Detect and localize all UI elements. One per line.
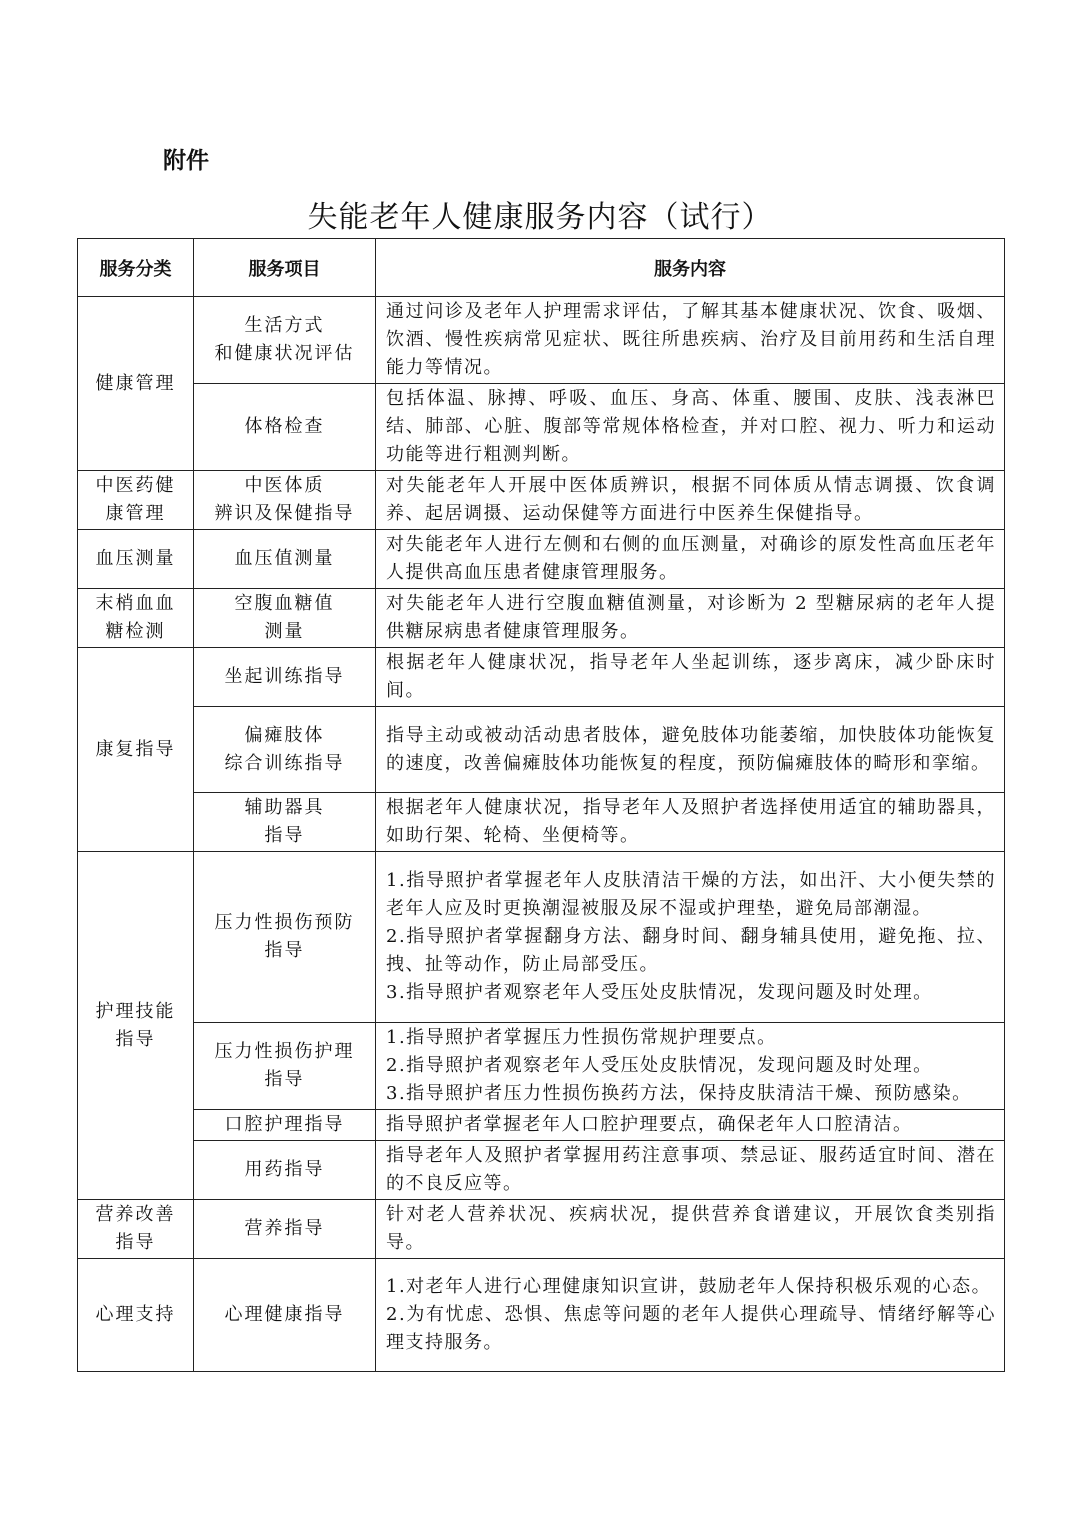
- item-label: 血压值测量: [234, 548, 335, 569]
- content-cell: [376, 793, 1005, 852]
- category-cell: [78, 1259, 194, 1372]
- table-row: [78, 530, 1005, 589]
- item-label: 辅助器具 指导: [244, 797, 325, 846]
- item-cell: [194, 530, 376, 589]
- table-header-row: [78, 239, 1005, 297]
- content-cell: [376, 1259, 1005, 1372]
- page-title: 失能老年人健康服务内容（试行）: [307, 200, 773, 235]
- content-text: 包括体温、脉搏、呼吸、血压、身高、体重、腰围、皮肤、浅表淋巴结、肺部、心脏、腹部等常规体格检查，并对口腔、视力、听力和运动功能等进行粗测判断。: [386, 388, 996, 465]
- content-text: 指导照护者掌握老年人口腔护理要点，确保老年人口腔清洁。: [386, 1114, 913, 1135]
- category-cell: [78, 297, 194, 471]
- item-cell: [194, 297, 376, 384]
- category-cell: [78, 1200, 194, 1259]
- item-label: 偏瘫肢体 综合训练指导: [224, 724, 345, 774]
- category-label: 护理技能 指导: [95, 1000, 176, 1050]
- content-text: 1.对老年人进行心理健康知识宣讲，鼓励老年人保持积极乐观的心态。 2.为有忧虑、恐惧、焦虑等问题的老年人提供心理疏导、情绪纾解等心理支持服务。: [386, 1276, 996, 1353]
- item-label: 心理健康指导: [224, 1304, 345, 1325]
- table-row: [78, 1110, 1005, 1141]
- table-row: [78, 1259, 1005, 1372]
- header-content: 服务内容: [376, 239, 1005, 297]
- item-cell: [194, 589, 376, 648]
- content-text: 对失能老年人进行空腹血糖值测量，对诊断为 2 型糖尿病的老年人提供糖尿病患者健康管理服务。: [386, 593, 996, 642]
- item-cell: [194, 1141, 376, 1200]
- table-row: [78, 297, 1005, 384]
- category-cell: [78, 648, 194, 852]
- content-cell: [376, 852, 1005, 1023]
- item-cell: [194, 1023, 376, 1110]
- category-cell: [78, 471, 194, 530]
- category-label: 血压测量: [95, 548, 176, 569]
- table-row: [78, 471, 1005, 530]
- content-text: 根据老年人健康状况，指导老年人坐起训练，逐步离床，减少卧床时间。: [386, 652, 996, 701]
- content-text: 指导老年人及照护者掌握用药注意事项、禁忌证、服药适宜时间、潜在的不良反应等。: [386, 1145, 996, 1194]
- content-cell: [376, 1110, 1005, 1141]
- item-label: 压力性损伤护理 指导: [214, 1041, 355, 1090]
- category-label: 中医药健 康管理: [95, 475, 176, 524]
- item-label: 中医体质 辨识及保健指导: [214, 475, 355, 524]
- table-row: [78, 1023, 1005, 1110]
- category-cell: [78, 589, 194, 648]
- item-cell: [194, 793, 376, 852]
- table-row: [78, 384, 1005, 471]
- content-cell: [376, 1200, 1005, 1259]
- content-text: 根据老年人健康状况，指导老年人及照护者选择使用适宜的辅助器具，如助行架、轮椅、坐便椅等。: [386, 797, 996, 846]
- item-label: 压力性损伤预防 指导: [214, 912, 355, 961]
- content-cell: [376, 648, 1005, 707]
- table-row: [78, 589, 1005, 648]
- item-label: 体格检查: [244, 416, 325, 437]
- content-cell: [376, 1023, 1005, 1110]
- header-item: 服务项目: [194, 239, 376, 297]
- table-row: [78, 707, 1005, 793]
- table-row: [78, 793, 1005, 852]
- content-text: 指导主动或被动活动患者肢体，避免肢体功能萎缩，加快肢体功能恢复的速度，改善偏瘫肢体功能恢复的程度，预防偏瘫肢体的畸形和挛缩。: [386, 724, 996, 774]
- category-label: 营养改善 指导: [95, 1204, 176, 1253]
- item-label: 空腹血糖值 测量: [234, 593, 335, 642]
- category-label: 康复指导: [95, 738, 176, 760]
- content-text: 1.指导照护者掌握老年人皮肤清洁干燥的方法，如出汗、大小便失禁的老年人应及时更换潮湿被服及尿不湿或护理垫，避免局部潮湿。 2.指导照护者掌握翻身方法、翻身时间、翻身辅具使用，避免拖、拉、拽、扯等动作，防止局部受压。 3.指导照护者观察老年人受压处皮肤情况，发现问题及时处理。: [386, 870, 996, 1003]
- content-cell: [376, 1141, 1005, 1200]
- item-label: 用药指导: [244, 1159, 325, 1180]
- content-cell: [376, 707, 1005, 793]
- category-label: 健康管理: [95, 372, 176, 394]
- content-text: 对失能老年人进行左侧和右侧的血压测量，对确诊的原发性高血压老年人提供高血压患者健康管理服务。: [386, 534, 996, 583]
- item-cell: [194, 707, 376, 793]
- annex-label: 附件: [163, 148, 209, 174]
- item-label: 坐起训练指导: [224, 666, 345, 687]
- content-cell: [376, 297, 1005, 384]
- content-cell: [376, 471, 1005, 530]
- category-cell: [78, 852, 194, 1200]
- content-text: 对失能老年人开展中医体质辨识，根据不同体质从情志调摄、饮食调养、起居调摄、运动保健等方面进行中医养生保健指导。: [386, 475, 996, 524]
- item-label: 口腔护理指导: [224, 1114, 345, 1135]
- content-text: 针对老人营养状况、疾病状况，提供营养食谱建议，开展饮食类别指导。: [386, 1204, 996, 1253]
- table-row: [78, 1141, 1005, 1200]
- item-label: 生活方式 和健康状况评估: [214, 315, 355, 364]
- content-cell: [376, 589, 1005, 648]
- item-label: 营养指导: [244, 1218, 325, 1239]
- item-cell: [194, 852, 376, 1023]
- category-label: 心理支持: [95, 1304, 176, 1325]
- item-cell: [194, 1200, 376, 1259]
- item-cell: [194, 1259, 376, 1372]
- item-cell: [194, 648, 376, 707]
- table-row: [78, 648, 1005, 707]
- content-text: 通过问诊及老年人护理需求评估，了解其基本健康状况、饮食、吸烟、饮酒、慢性疾病常见症状、既往所患疾病、治疗及目前用药和生活自理能力等情况。: [386, 301, 996, 378]
- category-label: 末梢血血 糖检测: [95, 593, 176, 642]
- item-cell: [194, 471, 376, 530]
- content-text: 1.指导照护者掌握压力性损伤常规护理要点。 2.指导照护者观察老年人受压处皮肤情况，发现问题及时处理。 3.指导照护者压力性损伤换药方法，保持皮肤清洁干燥、预防感染。: [386, 1027, 972, 1104]
- item-cell: [194, 1110, 376, 1141]
- item-cell: [194, 384, 376, 471]
- table-row: [78, 852, 1005, 1023]
- content-cell: [376, 384, 1005, 471]
- content-cell: [376, 530, 1005, 589]
- service-table: [77, 238, 1005, 1372]
- category-cell: [78, 530, 194, 589]
- table-row: [78, 1200, 1005, 1259]
- header-category: 服务分类: [78, 239, 194, 297]
